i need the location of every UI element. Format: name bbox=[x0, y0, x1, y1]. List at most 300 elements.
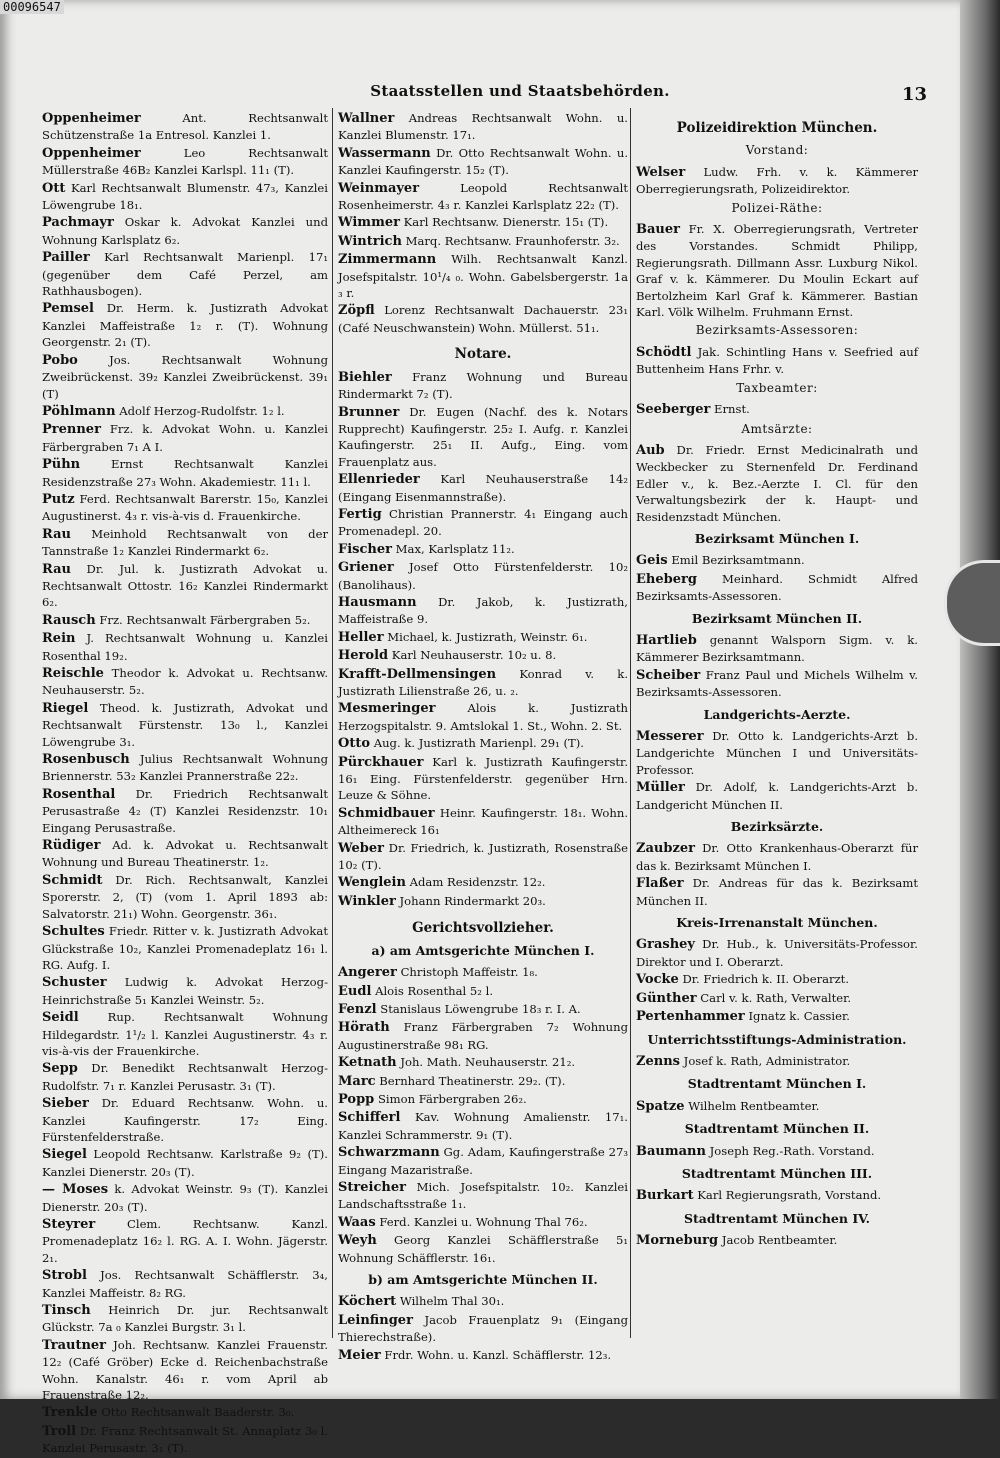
entry-details: Christian Prannerstr. 4₁ Eingang auch Promenadepl. 20. bbox=[338, 506, 629, 539]
entry-name: Oppenheimer bbox=[42, 145, 141, 161]
directory-entry bbox=[636, 875, 918, 909]
entry-name: Baumann bbox=[636, 1143, 706, 1159]
directory-entry bbox=[338, 559, 628, 593]
subsection-title: Bezirksamt München II. bbox=[691, 610, 863, 626]
entry-name: Wallner bbox=[338, 111, 395, 126]
entry-name: Pemsel bbox=[42, 301, 94, 317]
directory-entry bbox=[42, 612, 328, 629]
entry-details: Jos. Rechtsanwalt Schäfflerstr. 3₄, Kanzlei Maffeistr. 8₂ RG. bbox=[42, 1268, 328, 1300]
entry-name: Oppenheimer bbox=[42, 111, 141, 126]
directory-entry bbox=[42, 145, 328, 179]
directory-entry bbox=[42, 751, 328, 785]
entry-details: Karl Neuhauserstr. 10₂ u. 8. bbox=[391, 648, 557, 663]
directory-entry bbox=[338, 629, 628, 646]
entry-name: Strobl bbox=[42, 1268, 87, 1284]
directory-entry bbox=[338, 1232, 628, 1266]
notare-list bbox=[338, 369, 628, 911]
entry-details: Oskar k. Advokat Kanzlei und Wohnung Karlsplatz 6₂. bbox=[42, 215, 328, 247]
section-gerichtsvollzieher-title: Gerichtsvollzieher. bbox=[412, 920, 554, 937]
entry-details: J. Rechtsanwalt Wohnung u. Kanzlei Rosenthal 19₂. bbox=[42, 631, 328, 663]
entry-name: Schifferl bbox=[338, 1110, 401, 1126]
directory-entry bbox=[338, 840, 628, 874]
directory-entry bbox=[636, 779, 918, 813]
entry-name: Morneburg bbox=[636, 1233, 719, 1249]
entry-name: Schmidt bbox=[42, 872, 103, 888]
entry-name: Wimmer bbox=[338, 215, 400, 231]
entry-details: Emil Bezirksamtmann. bbox=[671, 553, 805, 568]
directory-entry bbox=[338, 647, 628, 664]
entry-name: Tinsch bbox=[42, 1303, 91, 1319]
entry-details: Karl k. Justizrath Kaufingerstr. 16₁ Eing. Fürstenfelderstr. gegenüber Hrn. Leuze & Söhne. bbox=[338, 754, 629, 803]
directory-entry bbox=[636, 1008, 918, 1025]
entry-details: Dr. Otto Krankenhaus-Oberarzt für das k. Bezirksamt München I. bbox=[636, 841, 919, 873]
directory-entry bbox=[42, 561, 328, 611]
directory-entry bbox=[636, 667, 918, 701]
gv-a-title: a) am Amtsgerichte München I. bbox=[371, 942, 595, 958]
subsection-title: Bezirksärzte. bbox=[730, 819, 824, 835]
directory-entry bbox=[636, 840, 918, 874]
role-heading: Amtsärzte: bbox=[741, 421, 813, 436]
directory-entry bbox=[338, 1144, 628, 1178]
entry-name: Pailler bbox=[42, 250, 90, 266]
column-right bbox=[636, 110, 918, 1251]
directory-entry bbox=[338, 110, 628, 144]
entry-details: Karl Regierungsrath, Vorstand. bbox=[697, 1188, 882, 1203]
entry-name: Rau bbox=[42, 561, 71, 577]
entry-name: Brunner bbox=[338, 404, 400, 420]
entry-details: Karl Neuhauserstraße 14₂ (Eingang Eisenmannstraße). bbox=[338, 472, 629, 504]
entry-name: Aub bbox=[636, 442, 665, 458]
subsection-title: Stadtrentamt München I. bbox=[687, 1076, 867, 1092]
directory-entry bbox=[636, 971, 918, 988]
entry-details: Andreas Rechtsanwalt Wohn. u. Kanzlei Blumenstr. 17₁. bbox=[338, 111, 628, 143]
directory-entry bbox=[338, 1073, 628, 1090]
directory-entry bbox=[42, 403, 328, 420]
entry-details: Ludwig k. Advokat Herzog-Heinrichstraße 5₁ Kanzlei Weinstr. 5₂. bbox=[42, 975, 328, 1007]
entry-name: Weyh bbox=[338, 1233, 377, 1249]
directory-entry bbox=[42, 1009, 328, 1059]
directory-entry bbox=[338, 754, 628, 804]
directory-entry bbox=[338, 735, 628, 752]
subsection-title: Kreis-Irrenanstalt München. bbox=[676, 915, 878, 931]
entry-details: Theod. k. Justizrath, Advokat und Rechtsanwalt Fürstenstr. 13₀ l., Kanzlei Löwengrube 3₁. bbox=[42, 700, 329, 749]
directory-entry bbox=[42, 1337, 328, 1404]
section-notare-title: Notare. bbox=[454, 346, 512, 363]
page-number: 13 bbox=[902, 84, 928, 105]
subsection-title: Stadtrentamt München IV. bbox=[683, 1210, 871, 1226]
entry-details: Dr. Friedrich Rechtsanwalt Perusastraße 4₂ (T) Kanzlei Residenzstr. 10₁ Eingang Perusastraße. bbox=[42, 786, 328, 835]
entry-details: Wilhelm Thal 30₁. bbox=[399, 1294, 505, 1309]
entry-name: Vocke bbox=[636, 972, 679, 988]
entry-details: Karl Rechtsanwalt Marienpl. 17₁ (gegenüber dem Café Perzel, am Rathhausbogen). bbox=[42, 250, 328, 299]
directory-entry bbox=[42, 1302, 328, 1336]
entry-details: Dr. Eduard Rechtsanw. Wohn. u. Kanzlei Kaufingerstr. 17₂ Eing. Fürstenfelderstraße. bbox=[42, 1096, 328, 1144]
directory-entry bbox=[636, 1187, 918, 1204]
entry-details: Dr. Adolf, k. Landgerichts-Arzt b. Landgericht München II. bbox=[636, 780, 919, 812]
directory-entry bbox=[42, 872, 328, 922]
directory-entry bbox=[338, 983, 628, 1000]
entry-details: Bernhard Theatinerstr. 29₂. (T). bbox=[379, 1073, 566, 1088]
entry-name: Leinfinger bbox=[338, 1312, 413, 1328]
entry-name: Hausmann bbox=[338, 594, 417, 610]
entry-name: Biehler bbox=[338, 369, 392, 385]
directory-entry bbox=[636, 571, 918, 605]
directory-entry bbox=[338, 1293, 628, 1310]
entry-details: Dr. Otto k. Landgerichts-Arzt b. Landgerichte München I und Universitäts-Professor. bbox=[636, 729, 919, 777]
directory-entry bbox=[42, 630, 328, 664]
directory-entry bbox=[338, 1001, 628, 1018]
directory-entry bbox=[338, 700, 628, 734]
entry-details: Jacob Rentbeamter. bbox=[721, 1233, 838, 1248]
directory-entry bbox=[338, 233, 628, 250]
entry-name: Otto bbox=[338, 736, 371, 752]
entry-name: Ellenrieder bbox=[338, 472, 420, 488]
entry-name: Siegel bbox=[42, 1147, 87, 1163]
directory-entry bbox=[42, 1181, 328, 1215]
directory-entry bbox=[42, 974, 328, 1008]
directory-entry bbox=[636, 728, 918, 778]
entry-details: Dr. Hub., k. Universitäts-Professor. Direktor und I. Oberarzt. bbox=[636, 937, 918, 969]
entry-name: Messerer bbox=[636, 729, 704, 744]
directory-entry bbox=[338, 594, 628, 628]
entry-name: Zaubzer bbox=[636, 841, 695, 857]
entry-details: Dr. Jakob, k. Justizrath, Maffeistraße 9. bbox=[338, 594, 628, 627]
attorneys-continued bbox=[338, 110, 628, 336]
subsection-title: Landgerichts-Aerzte. bbox=[703, 706, 851, 722]
directory-entry bbox=[42, 249, 328, 299]
subsection-title: Stadtrentamt München III. bbox=[681, 1165, 873, 1181]
entry-name: Meier bbox=[338, 1347, 381, 1363]
entry-details: Ernst Rechtsanwalt Kanzlei Residenzstraße 27₃ Wohn. Akademiestr. 11₁ l. bbox=[42, 457, 328, 489]
directory-entry bbox=[636, 990, 918, 1007]
entry-details: Dr. Andreas für das k. Bezirksamt München II. bbox=[636, 876, 918, 908]
directory-entry bbox=[636, 401, 918, 418]
entry-name: Burkart bbox=[636, 1188, 694, 1204]
directory-entry bbox=[338, 1019, 628, 1053]
directory-entry bbox=[636, 1143, 918, 1160]
entry-details: Dr. Friedr. Ernst Medicinalrath und Weckbecker zu Sternenfeld Dr. Ferdinand Edler v., k. Bez.-Aerzte I. Cl. für den Verwaltungsbezirk der k. Haupt- und Residenzstadt München. bbox=[636, 442, 919, 524]
directory-entry bbox=[42, 700, 328, 750]
directory-entry bbox=[42, 300, 328, 350]
entry-name: Müller bbox=[636, 780, 685, 796]
entry-name: Flaßer bbox=[636, 876, 684, 892]
entry-name: Schuster bbox=[42, 975, 107, 991]
directory-entry bbox=[42, 352, 328, 402]
subsection-title: Unterrichtsstiftungs-Administration. bbox=[647, 1031, 907, 1047]
entry-name: Troll bbox=[42, 1423, 77, 1439]
entry-name: Eudl bbox=[338, 983, 372, 999]
entry-details: Frz. Rechtsanwalt Färbergraben 5₂. bbox=[99, 612, 311, 627]
entry-details: Dr. Rich. Rechtsanwalt, Kanzlei Sporerstr. 2, (T) (vom 1. April 1893 ab: Salvatorstr. 21₁) Wohn. Georgenstr. 36₁. bbox=[42, 872, 329, 921]
section-title: Polizeidirektion München. bbox=[676, 120, 878, 136]
entry-name: Zöpfl bbox=[338, 303, 375, 319]
entry-details: Dr. Franz Rechtsanwalt St. Annaplatz 3₀ l. Kanzlei Perusastr. 3₁ (T). bbox=[42, 1423, 328, 1456]
directory-entry bbox=[338, 1214, 628, 1231]
entry-name: Bauer bbox=[636, 222, 680, 238]
directory-entry bbox=[636, 1098, 918, 1115]
directory-entry bbox=[338, 964, 628, 981]
entry-details: Ferd. Rechtsanwalt Barerstr. 15₀, Kanzlei Augustinerst. 4₃ r. vis-à-vis d. Frauenkirche. bbox=[42, 491, 328, 524]
directory-entry bbox=[338, 874, 628, 891]
entry-details: Alois Rosenthal 5₂ l. bbox=[375, 983, 494, 998]
entry-details: Friedr. Ritter v. k. Justizrath Advokat Glückstraße 10₂, Kanzlei Promenadeplatz 16₁ l. RG. Aufg. I. bbox=[42, 924, 329, 972]
directory-entry bbox=[42, 456, 328, 490]
entry-details: Meinhold Rechtsanwalt von der Tannstraße 1₂ Kanzlei Rindermarkt 6₂. bbox=[42, 526, 329, 559]
entry-details: Carl v. k. Rath, Verwalter. bbox=[700, 990, 852, 1005]
entry-name: Zimmermann bbox=[338, 252, 437, 268]
entry-details: Leo Rechtsanwalt Müllerstraße 46B₂ Kanzlei Karlspl. 11₁ (T). bbox=[42, 145, 329, 178]
directory-entry bbox=[42, 923, 328, 973]
entry-details: Frz. k. Advokat Wohn. u. Kanzlei Färbergraben 7₁ A I. bbox=[42, 422, 329, 454]
entry-name: Ott bbox=[42, 180, 66, 196]
entry-details: Ernst. bbox=[714, 402, 750, 417]
entry-name: Pertenhammer bbox=[636, 1009, 745, 1025]
entry-name: Scheiber bbox=[636, 667, 701, 683]
entry-details: Mich. Josefspitalstr. 10₂. Kanzlei Landschaftsstraße 1₁. bbox=[338, 1179, 628, 1212]
entry-details: Stanislaus Löwengrube 18₃ r. I. A. bbox=[380, 1001, 581, 1016]
directory-entry bbox=[42, 1423, 328, 1457]
directory-entry bbox=[338, 506, 628, 540]
entry-name: Fertig bbox=[338, 506, 382, 522]
role-heading: Taxbeamter: bbox=[736, 380, 818, 395]
entry-name: Reischle bbox=[42, 666, 104, 681]
entry-name: Pöhlmann bbox=[42, 403, 116, 419]
entry-details: Lorenz Rechtsanwalt Dachauerstr. 23₁ (Café Neuschwanstein) Wohn. Müllerst. 51₁. bbox=[338, 303, 628, 335]
entry-details: Adolf Herzog-Rudolfstr. 1₂ l. bbox=[119, 403, 285, 418]
entry-details: Ludw. Frh. v. k. Kämmerer Oberregierungsrath, Polizeidirektor. bbox=[636, 164, 918, 197]
entry-details: Ignatz k. Cassier. bbox=[748, 1009, 850, 1024]
entry-name: Pachmayr bbox=[42, 215, 114, 231]
directory-entry bbox=[338, 180, 628, 214]
directory-entry bbox=[338, 1347, 628, 1364]
directory-entry bbox=[338, 214, 628, 231]
entry-details: Jacob Frauenplatz 9₁ (Eingang Thierechstraße). bbox=[338, 1312, 628, 1345]
entry-name: Wintrich bbox=[338, 233, 402, 249]
entry-details: Julius Rechtsanwalt Wohnung Briennerstr. 53₂ Kanzlei Prannerstraße 22₂. bbox=[42, 752, 328, 784]
directory-entry bbox=[42, 421, 328, 455]
entry-name: Angerer bbox=[338, 965, 397, 981]
entry-details: Theodor k. Advokat u. Rechtsanw. Neuhauserstr. 5₂. bbox=[42, 666, 329, 698]
entry-details: Jak. Schintling Hans v. Seefried auf Buttenheim Hans Frhr. v. bbox=[636, 344, 919, 377]
entry-details: Jos. Rechtsanwalt Wohnung Zweibrückenst. 39₂ Kanzlei Zweibrückenst. 39₁ (T) bbox=[42, 352, 328, 401]
entry-details: Gg. Adam, Kaufingerstraße 27₃ Eingang Mazaristraße. bbox=[338, 1145, 628, 1177]
entry-name: Steyrer bbox=[42, 1217, 96, 1232]
directory-entry bbox=[338, 145, 628, 179]
directory-entry bbox=[636, 552, 918, 569]
entry-details: k. Advokat Weinstr. 9₃ (T). Kanzlei Dienerstr. 20₃ (T). bbox=[42, 1182, 328, 1214]
entry-name: Mesmeringer bbox=[338, 701, 436, 717]
entry-details: Dr. Benedikt Rechtsanwalt Herzog-Rudolfstr. 7₁ r. Kanzlei Perusastr. 3₁ (T). bbox=[42, 1061, 329, 1093]
entry-details: Ant. Rechtsanwalt Schützenstraße 1a Entresol. Kanzlei 1. bbox=[42, 111, 328, 143]
entry-name: Günther bbox=[636, 990, 697, 1006]
directory-entry bbox=[42, 1404, 328, 1421]
entry-details: Ferd. Kanzlei u. Wohnung Thal 76₂. bbox=[379, 1214, 588, 1229]
entry-details: Meinhard. Schmidt Alfred Bezirksamts-Assessoren. bbox=[636, 571, 919, 604]
directory-entry bbox=[42, 110, 328, 144]
directory-entry bbox=[42, 1060, 328, 1094]
entry-name: Pürckhauer bbox=[338, 754, 424, 770]
entry-name: Fenzl bbox=[338, 1001, 377, 1017]
directory-entry bbox=[636, 1053, 918, 1070]
entry-details: Dr. Otto Rechtsanwalt Wohn. u. Kanzlei Kaufingerstr. 15₂ (T). bbox=[338, 145, 629, 178]
directory-entry bbox=[338, 541, 628, 558]
directory-entry bbox=[338, 471, 628, 505]
entry-details: Joh. Math. Neuhauserstr. 21₂. bbox=[400, 1055, 576, 1070]
entry-name: Seidl bbox=[42, 1010, 79, 1026]
entry-details: Clem. Rechtsanw. Kanzl. Promenadeplatz 16₂ l. RG. A. I. Wohn. Jägerstr. 2₁. bbox=[42, 1217, 328, 1265]
entry-details: Wilhelm Rentbeamter. bbox=[688, 1098, 820, 1113]
entry-details: Josef Otto Fürstenfelderstr. 10₂ (Banolihaus). bbox=[338, 560, 628, 592]
entry-details: Alois k. Justizrath Herzogspitalstr. 9. Amtslokal 1. St., Wohn. 2. St. bbox=[338, 701, 629, 733]
entry-details: Fr. X. Oberregierungsrath, Vertreter des Vorstandes. Schmidt Philipp, Regierungsrath. Dillmann Assr. Luxburg Nikol. Graf v. k. Kämmerer. Du Moulin Eckart auf Bertolzheim Karl Graf k. Kämmerer. Bastian Karl. Völk Wilhelm. Fruhmann Ernst. bbox=[636, 222, 919, 320]
entry-name: Sepp bbox=[42, 1061, 78, 1077]
entry-details: Aug. k. Justizrath Marienpl. 29₁ (T). bbox=[373, 736, 584, 751]
entry-name: Rausch bbox=[42, 612, 96, 628]
book-edge bbox=[960, 0, 1000, 1399]
entry-details: Franz Paul und Michels Wilhelm v. Bezirksamts-Assessoren. bbox=[636, 667, 918, 700]
entry-name: Prenner bbox=[42, 422, 101, 438]
directory-entry bbox=[42, 786, 328, 836]
directory-entry bbox=[338, 1179, 628, 1213]
entry-details: Karl Rechtsanw. Dienerstr. 15₁ (T). bbox=[403, 215, 609, 230]
entry-details: Rup. Rechtsanwalt Wohnung Hildegardstr. 1¹/₂ l. Kanzlei Augustinerstr. 4₃ r. vis-à-vis der Frauenkirche. bbox=[42, 1010, 328, 1058]
directory-entry bbox=[42, 1095, 328, 1145]
entry-details: Karl Rechtsanwalt Blumenstr. 47₃, Kanzlei Löwengrube 18₁. bbox=[42, 180, 328, 213]
entry-details: Marq. Rechtsanw. Fraunhoferstr. 3₂. bbox=[405, 233, 620, 248]
gv-b-title: b) am Amtsgerichte München II. bbox=[368, 1272, 598, 1287]
directory-entry bbox=[636, 1232, 918, 1249]
subsection-title: Bezirksamt München I. bbox=[694, 530, 860, 546]
directory-entry bbox=[338, 893, 628, 910]
entry-details: Adam Residenzstr. 12₂. bbox=[409, 875, 546, 890]
directory-entry bbox=[42, 1216, 328, 1266]
entry-details: Christoph Maffeistr. 1₈. bbox=[400, 965, 538, 980]
entry-name: Rüdiger bbox=[42, 838, 101, 854]
entry-name: Hörath bbox=[338, 1020, 390, 1036]
entry-name: Herold bbox=[338, 648, 389, 664]
directory-entry bbox=[42, 491, 328, 525]
page-header-title: Staatsstellen und Staatsbehörden. bbox=[370, 82, 670, 100]
entry-details: Konrad v. k. Justizrath Lilienstraße 26, u. ₂. bbox=[338, 666, 628, 698]
entry-details: Dr. Friedrich, k. Justizrath, Rosenstraße 10₂ (T). bbox=[338, 840, 629, 873]
entry-details: Dr. Eugen (Nachf. des k. Notars Rupprecht) Kaufingerstr. 25₂ I. Aufg. r. Kanzlei Kaufingerstr. 25₁ II. Aufg., Eing. vom Frauenplatz aus. bbox=[338, 404, 628, 469]
gv-b-list bbox=[338, 1293, 628, 1364]
entry-details: Wilh. Rechtsanwalt Kanzl. Josefspitalstr. 10¹/₄ ₀. Wohn. Gabelsbergerstr. 1a ₃ r. bbox=[338, 252, 628, 301]
entry-name: — Moses bbox=[42, 1182, 109, 1198]
directory-entry bbox=[42, 665, 328, 699]
directory-entry bbox=[338, 666, 628, 700]
directory-entry bbox=[636, 344, 918, 378]
entry-details: Joseph Reg.-Rath. Vorstand. bbox=[709, 1143, 875, 1158]
entry-name: Schultes bbox=[42, 924, 105, 940]
archive-id: 00096547 bbox=[0, 0, 64, 14]
entry-details: Simon Färbergraben 26₂. bbox=[377, 1091, 527, 1106]
directory-entry bbox=[42, 214, 328, 248]
entry-details: genannt Walsporn Sigm. v. k. Kämmerer Bezirksamtmann. bbox=[636, 632, 918, 665]
entry-name: Heller bbox=[338, 629, 384, 645]
entry-name: Trautner bbox=[42, 1337, 107, 1353]
directory-entry bbox=[338, 1109, 628, 1143]
directory-entry bbox=[42, 1146, 328, 1180]
directory-entry bbox=[338, 1312, 628, 1346]
entry-details: Dr. Jul. k. Justizrath Advokat u. Rechtsanwalt Ottostr. 16₂ Kanzlei Rindermarkt 6₂. bbox=[42, 561, 328, 610]
column-rule-2 bbox=[630, 108, 631, 1338]
entry-name: Trenkle bbox=[42, 1405, 98, 1421]
entry-name: Welser bbox=[636, 164, 686, 180]
entry-details: Georg Kanzlei Schäfflerstraße 5₁ Wohnung Schäfflerstr. 16₁. bbox=[338, 1233, 629, 1265]
column-left bbox=[42, 110, 328, 1458]
role-heading: Bezirksamts-Assessoren: bbox=[695, 323, 859, 338]
entry-name: Putz bbox=[42, 491, 75, 507]
entry-name: Weinmayer bbox=[338, 180, 420, 196]
entry-name: Winkler bbox=[338, 893, 396, 909]
entry-name: Sieber bbox=[42, 1096, 89, 1112]
entry-details: Franz Wohnung und Bureau Rindermarkt 7₂ (T). bbox=[338, 369, 628, 402]
entry-name: Marc bbox=[338, 1073, 376, 1089]
entry-name: Streicher bbox=[338, 1179, 406, 1195]
entry-details: Otto Rechtsanwalt Baaderstr. 3₀. bbox=[101, 1405, 295, 1420]
entry-details: Ad. k. Advokat u. Rechtsanwalt Wohnung und Bureau Theatinerstr. 1₂. bbox=[42, 838, 328, 870]
directory-entry bbox=[636, 936, 918, 970]
entry-details: Heinr. Kaufingerstr. 18₁. Wohn. Altheimereck 16₁ bbox=[338, 805, 628, 838]
entry-name: Pobo bbox=[42, 352, 78, 368]
subsection-title: Stadtrentamt München II. bbox=[684, 1121, 870, 1137]
entry-name: Wassermann bbox=[338, 145, 431, 161]
directory-entry bbox=[42, 180, 328, 214]
entry-name: Rein bbox=[42, 631, 76, 647]
entry-details: Frdr. Wohn. u. Kanzl. Schäfflerstr. 12₃. bbox=[384, 1347, 612, 1362]
entry-details: Josef k. Rath, Administrator. bbox=[683, 1053, 851, 1068]
entry-details: Heinrich Dr. jur. Rechtsanwalt Glückstr. 7a ₀ Kanzlei Burgstr. 3₁ l. bbox=[42, 1303, 329, 1335]
directory-entry bbox=[636, 164, 918, 198]
entry-details: Leopold Rechtsanw. Karlstraße 9₂ (T). Kanzlei Dienerstr. 20₃ (T). bbox=[42, 1147, 328, 1179]
entry-name: Rosenthal bbox=[42, 786, 116, 802]
column-middle bbox=[338, 110, 628, 1365]
entry-name: Wenglein bbox=[338, 875, 406, 891]
entry-details: Dr. Herm. k. Justizrath Advokat Kanzlei Maffeistraße 1₂ r. (T). Wohnung Georgenstr. 2₁ (T). bbox=[42, 301, 328, 350]
entry-name: Fischer bbox=[338, 541, 392, 557]
entry-name: Riegel bbox=[42, 700, 89, 716]
entry-details: Joh. Rechtsanw. Kanzlei Frauenstr. 12₂ (Café Gröber) Ecke d. Reichenbachstraße Wohn. Kanalstr. 46₁ r. vom April ab Frauenstraße 12₂. bbox=[42, 1337, 329, 1403]
gv-a-list bbox=[338, 964, 628, 1266]
entry-details: Michael, k. Justizrath, Weinstr. 6₁. bbox=[387, 629, 588, 644]
directory-entry bbox=[338, 251, 628, 301]
directory-entry bbox=[338, 805, 628, 839]
directory-entry bbox=[636, 632, 918, 666]
directory-entry bbox=[42, 837, 328, 871]
entry-name: Schödtl bbox=[636, 344, 692, 360]
entry-name: Waas bbox=[338, 1214, 376, 1230]
column-rule-1 bbox=[332, 108, 333, 1338]
entry-details: Franz Färbergraben 7₂ Wohnung Augustinerstraße 98₁ RG. bbox=[338, 1020, 629, 1052]
directory-entry bbox=[338, 404, 628, 471]
entry-name: Köchert bbox=[338, 1294, 397, 1310]
entry-details: Johann Rindermarkt 20₃. bbox=[399, 893, 546, 908]
entry-name: Rosenbusch bbox=[42, 752, 130, 768]
entry-name: Popp bbox=[338, 1091, 375, 1107]
directory-entry bbox=[636, 442, 918, 525]
directory-entry bbox=[42, 1267, 328, 1301]
directory-entry bbox=[338, 369, 628, 403]
entry-details: Kav. Wohnung Amalienstr. 17₁. Kanzlei Schrammerstr. 9₁ (T). bbox=[338, 1110, 628, 1142]
entry-details: Leopold Rechtsanwalt Rosenheimerstr. 4₃ r. Kanzlei Karlsplatz 22₂ (T). bbox=[338, 180, 628, 213]
entry-name: Krafft-Dellmensingen bbox=[338, 666, 497, 682]
entry-name: Eheberg bbox=[636, 571, 697, 587]
role-heading: Vorstand: bbox=[745, 143, 809, 158]
entry-name: Schmidbauer bbox=[338, 805, 435, 821]
entry-name: Schwarzmann bbox=[338, 1145, 440, 1161]
entry-name: Rau bbox=[42, 526, 71, 542]
